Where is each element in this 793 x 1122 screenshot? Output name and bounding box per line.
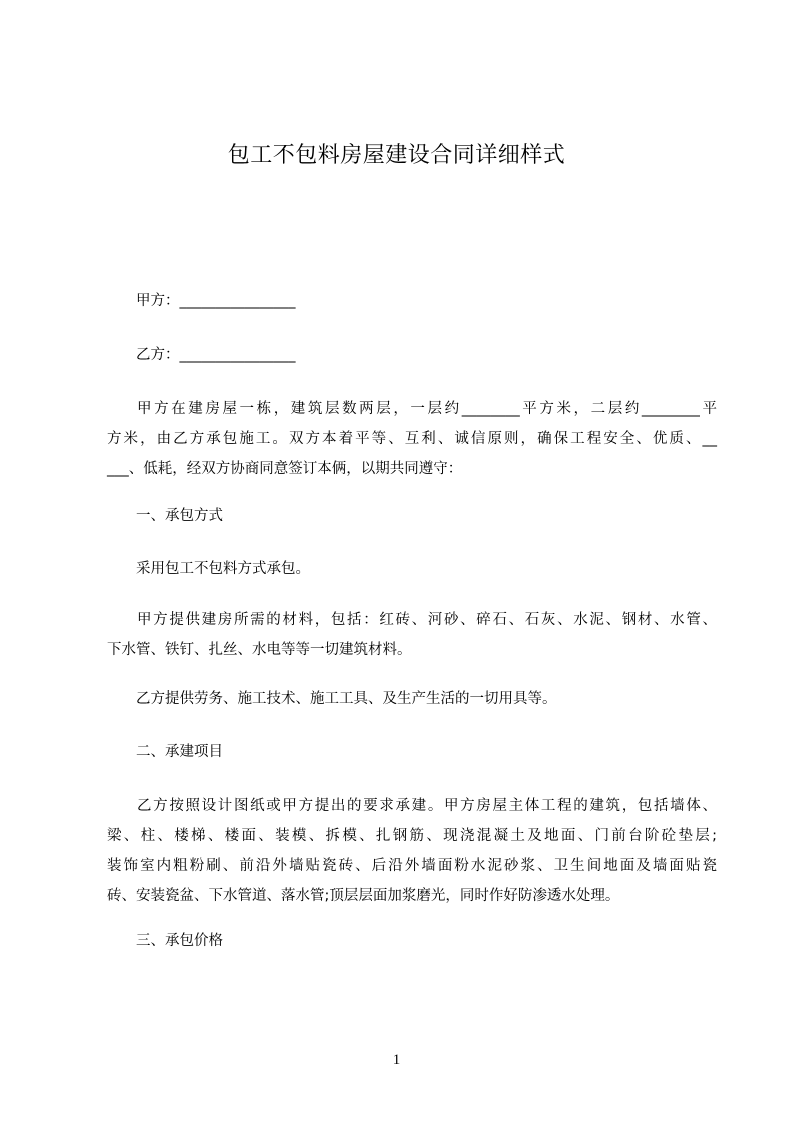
party-a-line: 甲方：________________ bbox=[136, 293, 296, 309]
section-1-paragraph-1: 采用包工不包料方式承包。 bbox=[136, 561, 310, 577]
section-1-heading: 一、承包方式 bbox=[136, 508, 223, 524]
intro-paragraph bbox=[107, 394, 717, 484]
section-1-paragraph-2 bbox=[107, 605, 717, 665]
section-2-paragraph-1 bbox=[107, 791, 717, 911]
section-2-heading: 二、承建项目 bbox=[136, 744, 223, 760]
page-number: 1 bbox=[392, 1052, 401, 1068]
section-1-p2-line-2: 下水管、铁钉、扎丝、水电等等一切建筑材料。 bbox=[107, 642, 412, 658]
section-2-p1-line-3: 装饰室内粗粉刷、前沿外墙贴瓷砖、后沿外墙面粉水泥砂浆、卫生间地面及墙面贴瓷 bbox=[107, 858, 717, 874]
section-2-p1-line-2: 梁、柱、楼梯、楼面、装模、拆模、扎钢筋、现浇混凝土及地面、门前台阶砼垫层; bbox=[107, 828, 717, 844]
section-1-p2-line-1: 甲方提供建房所需的材料，包括：红砖、河砂、碎石、石灰、水泥、钢材、水管、 bbox=[137, 612, 717, 628]
section-2-p1-line-4: 砖、安装瓷盆、下水管道、落水管;顶层层面加浆磨光，同时作好防渗透水处理。 bbox=[107, 888, 620, 904]
section-1-paragraph-3: 乙方提供劳务、施工技术、施工工具、及生产生活的一切用具等。 bbox=[136, 691, 557, 707]
intro-line-3: ___、低耗，经双方协商同意签订本俩，以期共同遵守： bbox=[107, 461, 463, 477]
intro-line-1: 甲方在建房屋一栋，建筑层数两层，一层约________平方米，二层约________平 bbox=[137, 401, 717, 417]
section-3-heading: 三、承包价格 bbox=[136, 933, 223, 949]
party-b-line: 乙方：________________ bbox=[136, 347, 296, 363]
intro-line-2: 方米，由乙方承包施工。双方本着平等、互利、诚信原则，确保工程安全、优质、__ bbox=[107, 431, 717, 447]
document-title: 包工不包料房屋建设合同详细样式 bbox=[227, 143, 566, 168]
section-2-p1-line-1: 乙方按照设计图纸或甲方提出的要求承建。甲方房屋主体工程的建筑，包括墙体、 bbox=[137, 798, 717, 814]
